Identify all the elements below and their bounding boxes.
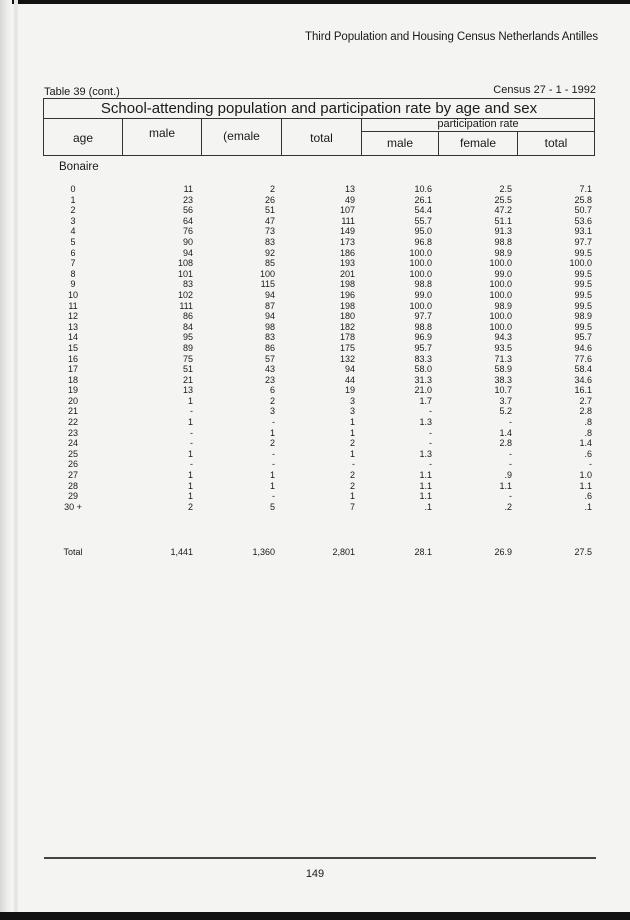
row-pr-total: 97.7 [574,236,592,247]
row-pr-female: - [509,491,512,502]
row-pr-total: 99.5 [574,289,592,300]
row-age: 2 [70,205,76,216]
row-age: 18 [67,374,78,385]
row-pr-male: .1 [424,501,432,512]
row-pr-male: 96.9 [414,332,432,343]
table-row [0,343,630,354]
row-pr-male: 1.1 [419,480,432,491]
row-pr-female: 71.3 [494,353,512,364]
row-pr-female: 2.8 [499,438,512,449]
row-pr-total: 99.5 [574,300,592,311]
region-label: Bonaire [59,161,99,173]
table-row [0,301,630,312]
row-male: - [190,406,193,417]
row-pr-male: 95.7 [414,342,432,353]
row-female: 87 [264,300,275,311]
row-pr-female: 98.8 [494,236,512,247]
row-age: 23 [67,427,78,438]
row-pr-female: - [509,459,512,470]
row-pr-total: 1.0 [579,470,592,481]
row-male: 21 [182,374,193,385]
header-pr-total: total [544,136,568,150]
row-pr-male: 100.0 [409,247,432,258]
row-age: 24 [67,438,78,449]
row-pr-female: 38.3 [494,374,512,385]
row-age: 0 [70,184,76,194]
row-age: 6 [70,247,76,258]
row-female: 26 [264,194,275,205]
total-pr-female: 26.9 [494,547,512,557]
row-total: 178 [339,332,355,343]
footer-rule [44,857,596,859]
row-pr-total: 16.1 [574,385,592,396]
row-total: 3 [349,395,355,406]
row-age: 15 [67,342,78,353]
row-age: 28 [67,480,78,491]
row-female: 23 [264,374,275,385]
row-total: 2 [349,470,355,481]
row-total: 180 [339,311,355,322]
table-row [0,322,630,333]
header-pr-male: male [386,136,413,150]
table-row [0,269,630,280]
scan-top-border [0,0,630,4]
total-pr-male: 28.1 [414,547,432,557]
header-female: (emale [223,129,260,143]
row-total: 149 [339,226,355,237]
row-pr-female: 51.1 [494,215,512,226]
row-total: 198 [339,300,355,311]
row-male: 89 [182,342,193,353]
row-female: 43 [264,364,275,375]
row-pr-female: 5.2 [499,406,512,417]
table-row [0,364,630,375]
row-female: - [272,417,275,428]
header-participation-rate: participation rate [362,118,594,132]
row-pr-male: 31.3 [414,374,432,385]
table-title: School-attending population and participation rate by age and sex [44,99,594,119]
row-male: 1 [187,448,193,459]
row-total: 13 [344,184,355,194]
total-female: 1,360 [252,547,275,557]
row-age: 3 [70,215,76,226]
table-row [0,428,630,439]
row-female: 85 [264,258,275,269]
row-pr-total: .8 [584,427,592,438]
row-pr-total: .1 [584,501,592,512]
row-female: 98 [264,321,275,332]
row-pr-female: 1.1 [499,480,512,491]
table-row [0,417,630,428]
row-total: 19 [344,385,355,396]
row-age: 4 [70,226,76,237]
row-female: 57 [264,353,275,364]
row-pr-male: 1.1 [419,491,432,502]
row-age: 14 [67,332,78,343]
row-total: 1 [349,417,355,428]
row-age: 7 [70,258,76,269]
row-pr-female: .9 [504,470,512,481]
row-female: 73 [264,226,275,237]
row-pr-total: 99.5 [574,247,592,258]
row-total: 49 [344,194,355,205]
row-age: 26 [67,459,78,470]
row-pr-female: 100.0 [489,258,512,269]
row-male: 95 [182,332,193,343]
row-pr-total: .8 [584,417,592,428]
row-pr-female: 100.0 [489,289,512,300]
row-age: 1 [70,194,76,205]
row-pr-female: 91.3 [494,226,512,237]
header-pr-female: female [459,136,497,150]
row-female: 100 [259,268,275,279]
table-row [0,491,630,502]
row-male: 1 [187,491,193,502]
row-pr-female: 99.0 [494,268,512,279]
row-female: - [272,491,275,502]
row-total: 198 [339,279,355,290]
row-total: 182 [339,321,355,332]
row-pr-female: 100.0 [489,321,512,332]
row-pr-female: .2 [504,501,512,512]
row-male: - [190,427,193,438]
row-pr-male: 58.0 [414,364,432,375]
row-total: 2 [349,480,355,491]
row-age: 17 [67,364,78,375]
row-female: 83 [264,236,275,247]
table-row [0,459,630,470]
table-row [0,248,630,259]
row-pr-female: 93.5 [494,342,512,353]
row-male: - [190,438,193,449]
row-pr-female: 58.9 [494,364,512,375]
row-pr-male: - [429,438,432,449]
row-pr-male: 1.3 [419,417,432,428]
row-pr-total: 77.6 [574,353,592,364]
table-header [43,98,595,156]
row-pr-total: 1.4 [579,438,592,449]
table-row [0,481,630,492]
row-pr-total: 53.6 [574,215,592,226]
row-male: 1 [187,417,193,428]
table-row [0,354,630,365]
row-pr-total: 1.1 [579,480,592,491]
row-female: 1 [269,480,275,491]
row-age: 22 [67,417,78,428]
row-female: 3 [269,406,275,417]
row-male: 102 [177,289,193,300]
total-pr-total: 27.5 [574,547,592,557]
row-pr-total: 25.8 [574,194,592,205]
row-female: 2 [269,395,275,406]
row-pr-total: 2.8 [579,406,592,417]
row-pr-female: 3.7 [499,395,512,406]
row-male: 64 [182,215,193,226]
row-total: 3 [349,406,355,417]
row-pr-female: 98.9 [494,300,512,311]
row-total: 186 [339,247,355,258]
table-row [0,311,630,322]
row-female: 5 [269,501,275,512]
row-pr-female: 1.4 [499,427,512,438]
table-row [0,216,630,227]
row-pr-total: 100.0 [569,258,592,269]
row-male: 76 [182,226,193,237]
row-total: 2 [349,438,355,449]
row-male: 101 [177,268,193,279]
row-female: - [272,459,275,470]
row-pr-total: 2.7 [579,395,592,406]
row-age: 11 [68,300,78,311]
row-pr-total: - [589,459,592,470]
row-pr-total: 50.7 [574,205,592,216]
row-male: 86 [182,311,193,322]
row-total: 201 [339,268,355,279]
row-male: - [190,459,193,470]
row-male: 13 [182,385,193,396]
row-total: 196 [339,289,355,300]
row-age: 5 [70,236,76,247]
header-age: age [72,131,94,145]
row-pr-total: 98.9 [574,311,592,322]
row-pr-male: 95.0 [414,226,432,237]
row-pr-female: - [509,417,512,428]
table-row [0,258,630,269]
row-pr-male: 26.1 [414,194,432,205]
row-total: 44 [344,374,355,385]
row-female: 1 [269,470,275,481]
row-male: 108 [177,258,193,269]
row-pr-male: 99.0 [414,289,432,300]
row-age: 12 [67,311,78,322]
row-male: 51 [182,364,193,375]
row-age: 25 [67,448,78,459]
table-row [0,396,630,407]
row-pr-total: 95.7 [574,332,592,343]
table-row [0,385,630,396]
row-pr-female: 10.7 [494,385,512,396]
table-body [0,184,630,512]
row-age: 16 [67,353,78,364]
row-pr-male: 100.0 [409,268,432,279]
row-male: 23 [182,194,193,205]
row-age: 20 [67,395,78,406]
table-row [0,470,630,481]
row-total: 175 [339,342,355,353]
row-pr-female: 94.3 [494,332,512,343]
row-pr-male: 96.8 [414,236,432,247]
row-age: 13 [67,321,78,332]
row-pr-female: 47.2 [494,205,512,216]
row-total: 132 [339,353,355,364]
row-pr-total: 7.1 [579,184,592,194]
row-total: 111 [341,215,355,226]
row-pr-female: 2.5 [499,184,512,194]
running-head: Third Population and Housing Census Netherlands Antilles [305,31,598,43]
row-pr-male: 21.0 [414,385,432,396]
row-total: 1 [349,491,355,502]
row-pr-total: .6 [584,448,592,459]
row-female: - [272,448,275,459]
row-female: 86 [264,342,275,353]
row-pr-total: 34.6 [574,374,592,385]
row-total: - [352,459,355,470]
page-number: 149 [305,868,325,880]
row-pr-male: 98.8 [414,279,432,290]
total-label: Total [63,547,83,557]
row-age: 10 [67,289,78,300]
row-pr-male: 55.7 [414,215,432,226]
table-row [0,226,630,237]
row-female: 94 [264,289,275,300]
row-male: 84 [182,321,193,332]
total-total: 2,801 [332,547,355,557]
row-age: 9 [70,279,76,290]
row-total: 94 [344,364,355,375]
row-female: 115 [260,279,275,290]
row-pr-male: 83.3 [414,353,432,364]
row-female: 2 [269,184,275,194]
table-row [0,195,630,206]
row-pr-male: 100.0 [409,300,432,311]
row-male: 90 [182,236,193,247]
table-row [0,375,630,386]
header-total: total [310,131,333,145]
row-pr-total: 99.5 [574,268,592,279]
row-male: 1 [187,480,193,491]
row-pr-male: - [429,427,432,438]
row-total: 173 [339,236,355,247]
table-row [0,279,630,290]
row-pr-total: 99.5 [574,279,592,290]
row-male: 1 [187,470,193,481]
row-pr-male: 1.3 [419,448,432,459]
row-male: 56 [182,205,193,216]
row-age: 21 [67,406,78,417]
row-pr-total: 94.6 [574,342,592,353]
scan-bottom-border [0,912,630,920]
row-pr-male: 1.1 [419,470,432,481]
row-pr-male: 10.6 [414,184,432,194]
row-pr-male: 100.0 [409,258,432,269]
row-total: 1 [349,427,355,438]
row-male: 83 [182,279,193,290]
row-female: 83 [264,332,275,343]
row-pr-male: 97.7 [414,311,432,322]
row-pr-female: 100.0 [489,279,512,290]
total-male: 1,441 [170,547,193,557]
row-female: 2 [269,438,275,449]
row-male: 75 [182,353,193,364]
row-male: 94 [182,247,193,258]
row-total: 193 [339,258,355,269]
table-row [0,502,630,513]
row-pr-male: 1.7 [419,395,432,406]
row-female: 94 [264,311,275,322]
row-pr-total: 58.4 [574,364,592,375]
table-row [0,184,630,195]
row-pr-female: 100.0 [489,311,512,322]
row-age: 30 + [64,501,82,512]
row-total: 1 [349,448,355,459]
table-row [0,449,630,460]
row-pr-male: 98.8 [414,321,432,332]
row-male: 1 [187,395,193,406]
row-total: 7 [349,501,355,512]
row-age: 27 [67,470,78,481]
table-row [0,438,630,449]
row-total: 107 [339,205,355,216]
table-total-row [0,546,630,558]
row-pr-total: 99.5 [574,321,592,332]
row-pr-total: 93.1 [574,226,592,237]
row-male: 2 [187,501,193,512]
table-row [0,237,630,248]
row-pr-total: .6 [584,491,592,502]
table-row [0,205,630,216]
row-pr-female: 25.5 [494,194,512,205]
row-female: 6 [269,385,275,396]
table-row [0,290,630,301]
row-pr-female: 98.9 [494,247,512,258]
header-male: male [148,126,175,140]
table-row [0,406,630,417]
row-female: 51 [264,205,275,216]
row-pr-male: 54.4 [414,205,432,216]
row-female: 47 [264,215,275,226]
row-female: 92 [264,247,275,258]
row-age: 19 [67,385,78,396]
row-male: 111 [179,300,193,311]
table-row [0,332,630,343]
row-pr-male: - [429,406,432,417]
census-date: Census 27 - 1 - 1992 [493,84,596,96]
row-male: 11 [183,184,193,194]
table-label: Table 39 (cont.) [44,86,120,98]
row-pr-female: - [509,448,512,459]
row-female: 1 [269,427,275,438]
row-pr-male: - [429,459,432,470]
row-age: 8 [70,268,76,279]
row-age: 29 [67,491,78,502]
